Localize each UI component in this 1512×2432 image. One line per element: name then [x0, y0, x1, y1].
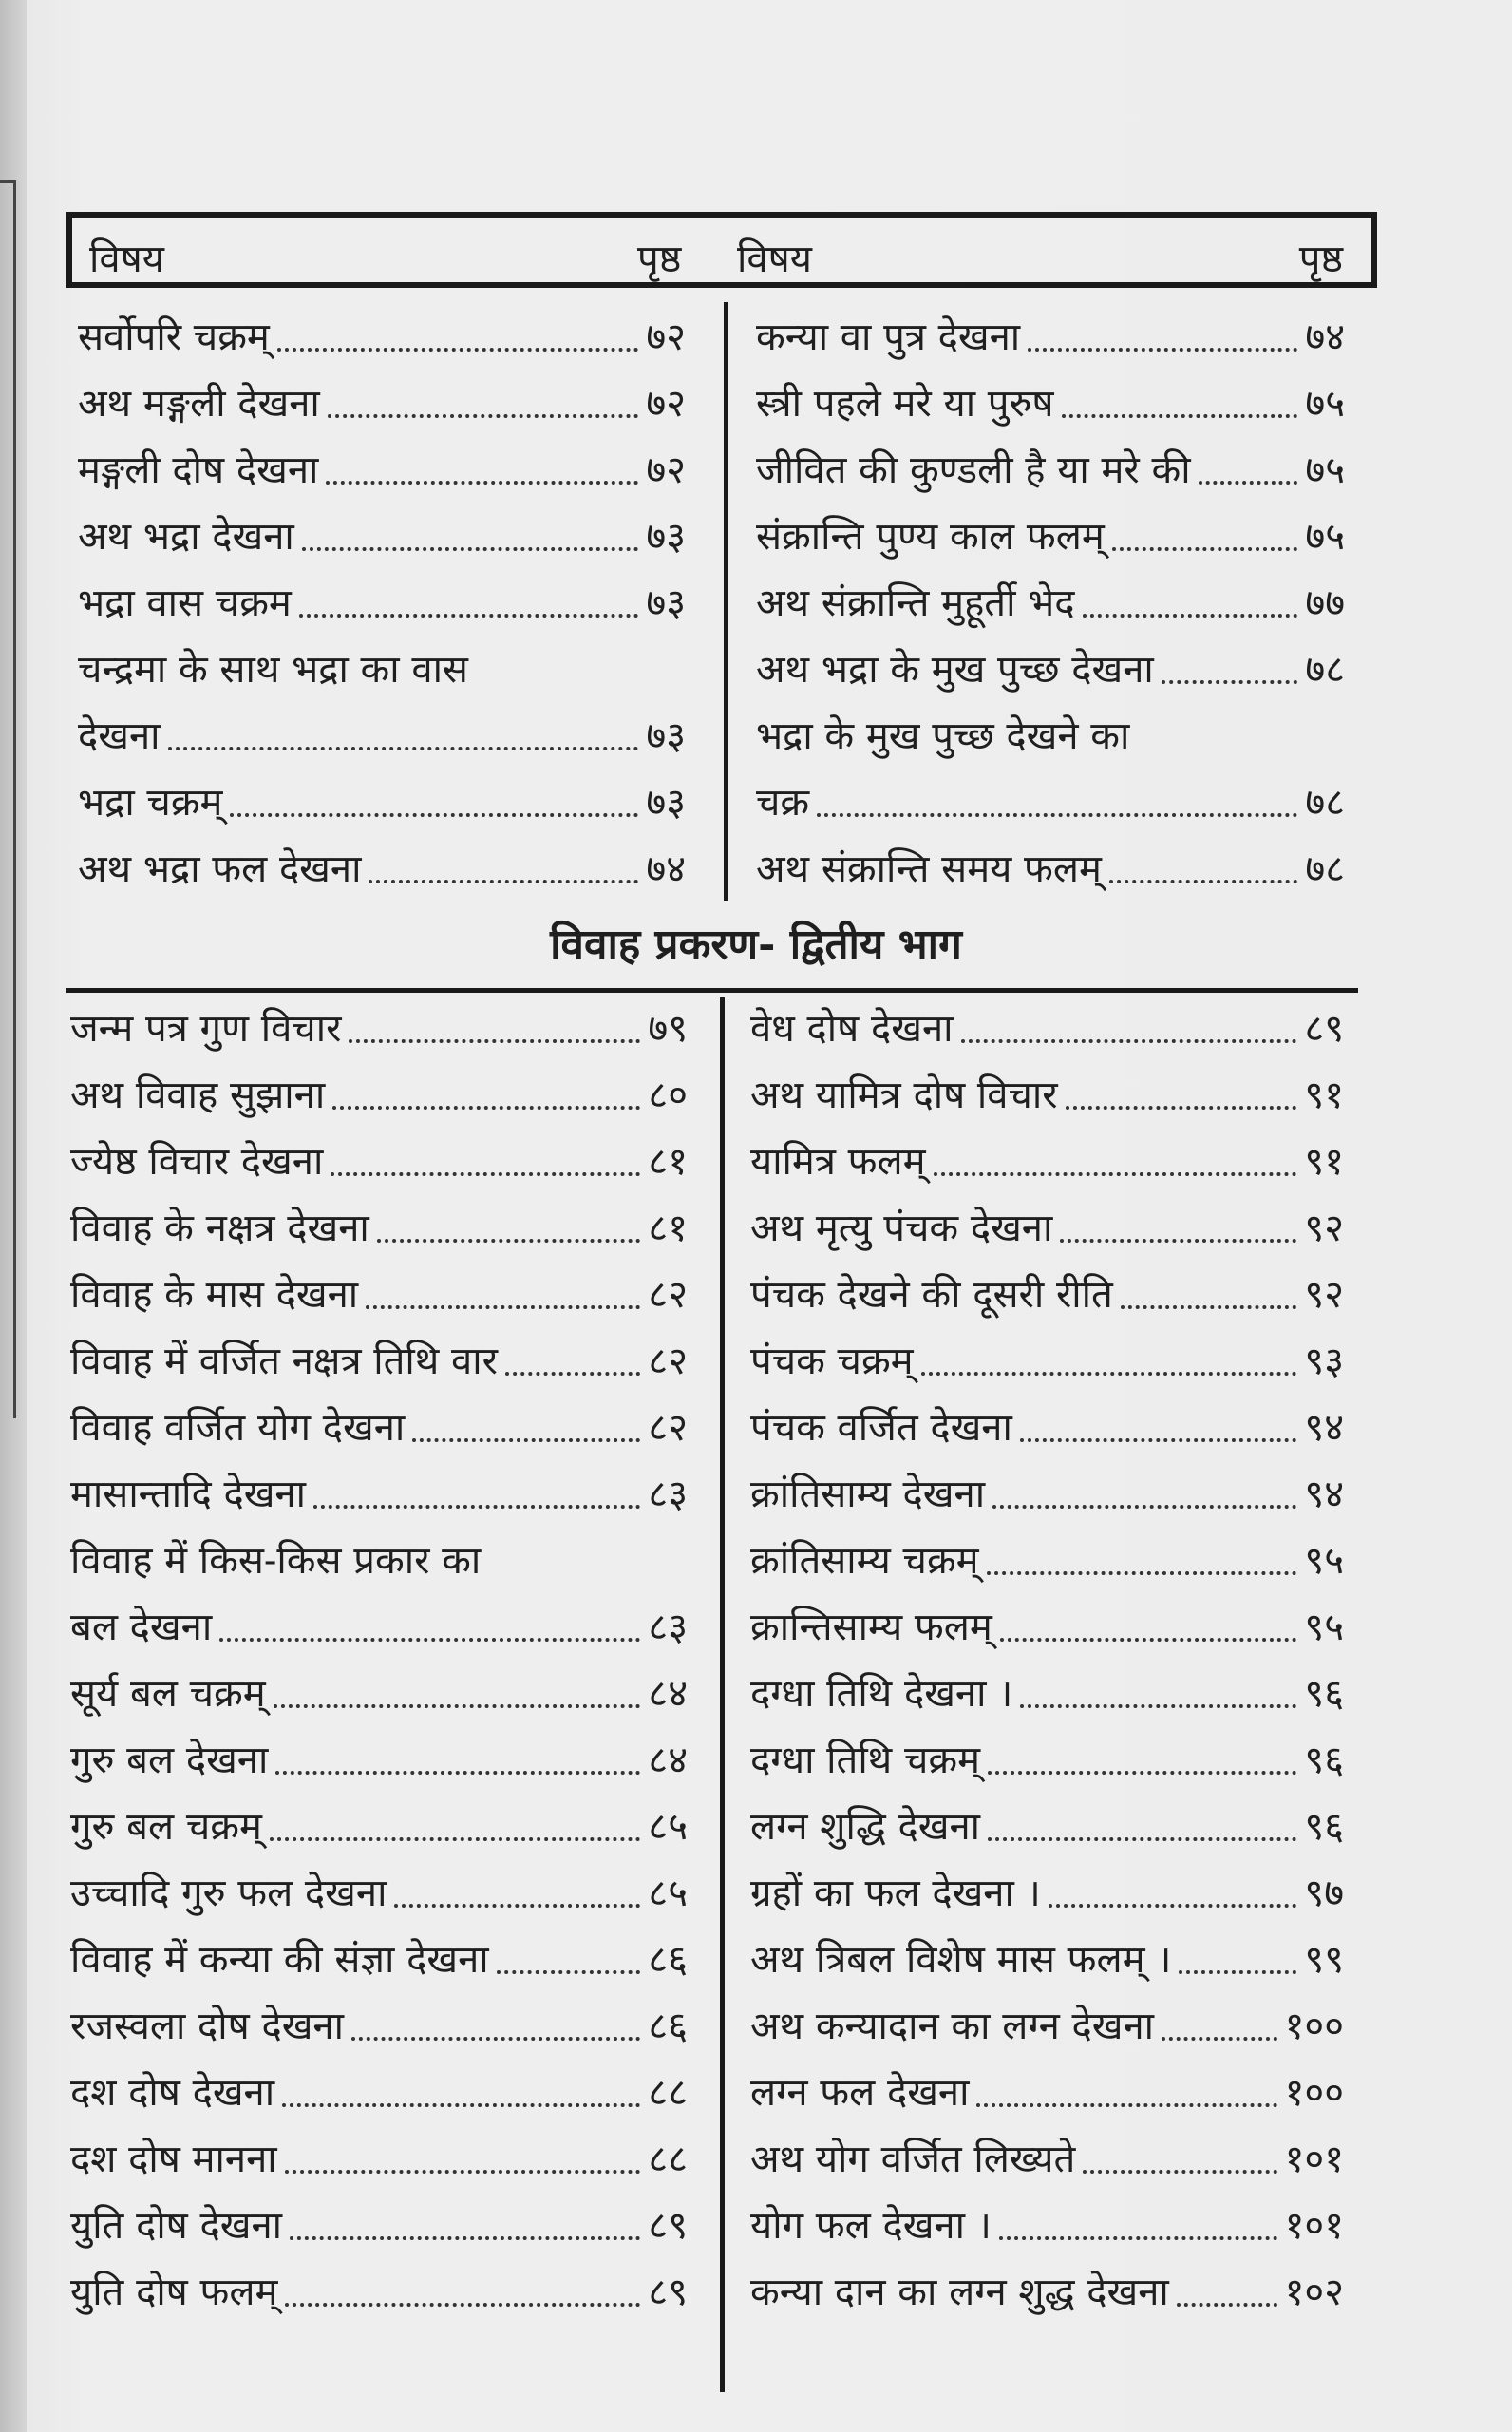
toc-entry [78, 770, 686, 836]
toc-entry-page: ९४ [1304, 1406, 1344, 1450]
toc-leader-dots [326, 481, 638, 484]
toc-entry-page: ८२ [648, 1273, 688, 1317]
toc-entry [70, 2193, 688, 2259]
toc-leader-dots [1083, 2170, 1276, 2174]
toc-entry-page: ८१ [648, 1140, 688, 1184]
toc-entry [70, 1594, 688, 1661]
toc-entry-page: ७५ [1305, 448, 1345, 492]
toc-entry [750, 1860, 1344, 1927]
toc-leader-dots [168, 747, 639, 750]
toc-entry [78, 836, 686, 902]
toc-entry-page: ७९ [648, 1007, 688, 1051]
toc-entry-title: यामित्र फलम् [750, 1140, 926, 1184]
toc-entry [70, 2060, 688, 2126]
toc-entry-title: अथ कन्यादान का लग्न देखना [750, 2004, 1155, 2048]
toc-entry-page: ८८ [648, 2071, 688, 2115]
toc-entry-page: ८४ [648, 1672, 688, 1716]
toc-entry [750, 1927, 1344, 1993]
toc-entry-title: सर्वोपरि चक्रम् [78, 315, 270, 359]
toc-entry-title: भद्रा वास चक्रम [78, 581, 292, 625]
toc-entry-title: पंचक वर्जित देखना [750, 1406, 1012, 1450]
toc-entry [750, 2126, 1344, 2193]
toc-entry-title: क्रांतिसाम्य देखना [750, 1472, 986, 1516]
column-divider-top [724, 302, 728, 901]
toc-entry-title: दश दोष मानना [70, 2138, 277, 2181]
toc-leader-dots [1162, 680, 1298, 684]
toc-entry-page: ९७ [1304, 1872, 1344, 1915]
toc-entry-title: मासान्तादि देखना [70, 1472, 306, 1516]
toc-entry-page: ८१ [648, 1206, 688, 1250]
toc-entry-page: ९६ [1304, 1738, 1344, 1782]
toc-entry [70, 1727, 688, 1794]
toc-entry [78, 636, 686, 703]
toc-entry-title: लग्न शुद्धि देखना [750, 1805, 981, 1849]
toc-leader-dots [1179, 1970, 1296, 1974]
toc-entry [756, 304, 1345, 370]
toc-leader-dots [987, 1571, 1297, 1575]
toc-entry-title: दग्धा तिथि देखना । [750, 1672, 1013, 1716]
toc-entry-title: गुरु बल चक्रम् [70, 1805, 262, 1849]
table-header [66, 212, 1377, 288]
toc-entry-title: अथ यामित्र दोष विचार [750, 1074, 1058, 1117]
column-divider-bottom [720, 998, 725, 2392]
toc-leader-dots [369, 880, 638, 884]
toc-entry [78, 304, 686, 370]
toc-leader-dots [505, 1372, 640, 1376]
toc-entry-title: मङ्गली दोष देखना [78, 448, 319, 492]
toc-entry-title: ग्रहों का फल देखना । [750, 1872, 1041, 1915]
toc-entry-title: पंचक चक्रम् [750, 1340, 914, 1383]
toc-leader-dots [394, 1904, 640, 1908]
toc-leader-dots [961, 1039, 1297, 1043]
section-title: विवाह प्रकरण- द्वितीय भाग [550, 921, 962, 969]
toc-entry-page: १०२ [1284, 2270, 1344, 2314]
toc-entry [750, 1262, 1344, 1328]
toc-entry [756, 703, 1345, 770]
toc-entry-title: जन्म पत्र गुण विचार [70, 1007, 342, 1051]
toc-leader-dots [1199, 481, 1298, 484]
toc-entry-page: ९१ [1304, 1074, 1344, 1117]
toc-entry-title: रजस्वला दोष देखना [70, 2004, 344, 2048]
toc-entry [756, 570, 1345, 636]
toc-entry [78, 370, 686, 437]
toc-entry-title: चन्द्रमा के साथ भद्रा का वास [78, 648, 468, 692]
toc-entry-page: ८३ [648, 1606, 688, 1649]
toc-leader-dots [934, 1172, 1297, 1176]
toc-entry-title: अथ संक्रान्ति समय फलम् [756, 847, 1102, 891]
toc-leader-dots [817, 813, 1297, 817]
toc-entry-page: ९२ [1304, 1273, 1344, 1317]
toc-leader-dots [1109, 880, 1297, 884]
toc-leader-dots [331, 1172, 640, 1176]
toc-entry [750, 1594, 1344, 1661]
toc-entry-title: क्रान्तिसाम्य फलम् [750, 1606, 992, 1649]
toc-leader-dots [277, 348, 639, 352]
toc-entry-title: संक्रान्ति पुण्य काल फलम् [756, 515, 1105, 559]
toc-leader-dots [976, 2103, 1276, 2107]
toc-entry-title: गुरु बल देखना [70, 1738, 269, 1782]
toc-entry-title: युति दोष फलम् [70, 2270, 278, 2314]
toc-entry-page: ७४ [646, 847, 686, 891]
toc-entry [750, 1727, 1344, 1794]
toc-entry [70, 1328, 688, 1395]
toc-leader-dots [299, 614, 639, 618]
toc-entry-page: १०१ [1284, 2138, 1344, 2181]
toc-entry [750, 1461, 1344, 1528]
toc-entry-title: युति दोष देखना [70, 2204, 283, 2248]
toc-leader-dots [285, 2170, 641, 2174]
toc-column-top-left [78, 304, 686, 902]
toc-entry [750, 2060, 1344, 2126]
toc-entry [750, 996, 1344, 1062]
toc-leader-dots [412, 1438, 640, 1442]
toc-entry-page: ९१ [1304, 1140, 1344, 1184]
toc-entry [70, 2126, 688, 2193]
toc-entry-page: १०० [1284, 2004, 1344, 2048]
toc-entry-title: चक्र [756, 781, 810, 825]
toc-leader-dots [992, 1505, 1296, 1509]
toc-entry [70, 1129, 688, 1195]
toc-entry-page: ७७ [1305, 581, 1345, 625]
toc-entry [78, 570, 686, 636]
toc-entry-page: ८६ [648, 1938, 688, 1982]
toc-leader-dots [230, 813, 638, 817]
toc-column-top-right [756, 304, 1345, 902]
toc-entry-page: ७५ [1305, 515, 1345, 559]
toc-entry [70, 1262, 688, 1328]
toc-leader-dots [1112, 547, 1298, 551]
toc-entry-title: भद्रा चक्रम् [78, 781, 223, 825]
toc-entry-page: ८५ [648, 1805, 688, 1849]
toc-entry [70, 1395, 688, 1461]
toc-entry-page: ८२ [648, 1340, 688, 1383]
toc-entry-title: अथ भद्रा फल देखना [78, 847, 362, 891]
toc-entry-title: ज्येष्ठ विचार देखना [70, 1140, 324, 1184]
toc-column-bottom-right [750, 996, 1344, 2326]
toc-entry-page: ७८ [1305, 648, 1345, 692]
toc-leader-dots [497, 1970, 641, 1974]
toc-leader-dots [219, 1638, 640, 1642]
toc-entry-title: अथ त्रिबल विशेष मास फलम् । [750, 1938, 1172, 1982]
section-rule [66, 988, 1358, 993]
toc-leader-dots [282, 2103, 640, 2107]
toc-leader-dots [1066, 1106, 1297, 1110]
toc-entry [70, 1794, 688, 1860]
toc-entry-page: ७३ [646, 781, 686, 825]
toc-entry-page: ९५ [1304, 1606, 1344, 1649]
toc-entry [750, 1328, 1344, 1395]
toc-leader-dots [270, 1837, 641, 1841]
toc-entry [70, 1062, 688, 1129]
toc-entry [750, 1395, 1344, 1461]
toc-entry-title: दश दोष देखना [70, 2071, 275, 2115]
toc-entry-title: कन्या वा पुत्र देखना [756, 315, 1021, 359]
toc-entry-page: ८५ [648, 1872, 688, 1915]
toc-entry-title: दग्धा तिथि चक्रम् [750, 1738, 980, 1782]
toc-entry-title: भद्रा के मुख पुच्छ देखने का [756, 714, 1130, 758]
toc-entry-page: ७५ [1305, 382, 1345, 426]
header-page-right: पृष्ठ [1298, 238, 1343, 281]
toc-entry-page: ८३ [648, 1472, 688, 1516]
header-subject-right: विषय [737, 238, 812, 281]
toc-entry-page: ८० [648, 1074, 688, 1117]
spine-binding-mark [0, 180, 16, 1418]
toc-leader-dots [999, 2236, 1277, 2240]
toc-entry-page: ८९ [648, 2204, 688, 2248]
toc-entry-page: ८६ [648, 2004, 688, 2048]
toc-entry-page: ७२ [646, 382, 686, 426]
toc-entry-title: वेध दोष देखना [750, 1007, 954, 1051]
header-subject-left: विषय [89, 238, 164, 281]
toc-column-bottom-left [70, 996, 688, 2326]
toc-leader-dots [1020, 1438, 1297, 1442]
toc-leader-dots [302, 547, 639, 551]
toc-entry-page: १०१ [1284, 2204, 1344, 2248]
toc-leader-dots [1083, 614, 1298, 618]
toc-entry [750, 2193, 1344, 2259]
toc-leader-dots [351, 2037, 640, 2041]
toc-entry [78, 703, 686, 770]
toc-leader-dots [921, 1372, 1297, 1376]
toc-entry-title: देखना [78, 714, 161, 758]
toc-leader-dots [1000, 1638, 1297, 1642]
toc-entry-page: १०० [1284, 2071, 1344, 2115]
toc-entry-page: ९६ [1304, 1672, 1344, 1716]
toc-entry-page: ८९ [648, 2270, 688, 2314]
toc-entry-page: ९४ [1304, 1472, 1344, 1516]
toc-entry-page: ८८ [648, 2138, 688, 2181]
toc-leader-dots [313, 1505, 640, 1509]
toc-entry [750, 1661, 1344, 1727]
toc-leader-dots [1049, 1904, 1297, 1908]
toc-entry [756, 437, 1345, 504]
toc-leader-dots [377, 1239, 641, 1243]
toc-entry [70, 1860, 688, 1927]
toc-leader-dots [1060, 1239, 1296, 1243]
toc-entry-title: अथ मृत्यु पंचक देखना [750, 1206, 1053, 1250]
toc-leader-dots [328, 414, 639, 418]
toc-entry-page: ७२ [646, 448, 686, 492]
toc-entry-title: अथ मङ्गली देखना [78, 382, 320, 426]
toc-entry-page: ८४ [648, 1738, 688, 1782]
toc-entry [70, 1661, 688, 1727]
toc-entry-title: बल देखना [70, 1606, 213, 1649]
toc-entry-title: अथ भद्रा के मुख पुच्छ देखना [756, 648, 1154, 692]
toc-entry-page: ९६ [1304, 1805, 1344, 1849]
toc-entry [750, 1528, 1344, 1594]
toc-entry-page: ८२ [648, 1406, 688, 1450]
header-page-left: पृष्ठ [637, 238, 682, 281]
toc-entry-title: अथ विवाह सुझाना [70, 1074, 326, 1117]
toc-entry-page: ९२ [1304, 1206, 1344, 1250]
toc-entry [70, 1927, 688, 1993]
toc-entry-title: योग फल देखना । [750, 2204, 992, 2248]
toc-leader-dots [285, 2303, 640, 2307]
toc-entry [756, 770, 1345, 836]
toc-entry [70, 1195, 688, 1262]
toc-entry [756, 504, 1345, 570]
toc-leader-dots [290, 2236, 640, 2240]
toc-entry-title: उच्चादि गुरु फल देखना [70, 1872, 387, 1915]
toc-entry-title: अथ योग वर्जित लिख्यते [750, 2138, 1076, 2181]
toc-leader-dots [988, 1771, 1296, 1775]
toc-leader-dots [366, 1305, 640, 1309]
toc-leader-dots [1062, 414, 1298, 418]
toc-entry [750, 1129, 1344, 1195]
toc-leader-dots [1177, 2303, 1277, 2307]
toc-entry-title: लग्न फल देखना [750, 2071, 970, 2115]
toc-leader-dots [332, 1106, 640, 1110]
toc-entry-page: ७३ [646, 515, 686, 559]
toc-entry-page: ७३ [646, 714, 686, 758]
toc-entry [70, 2259, 688, 2326]
toc-entry-title: अथ भद्रा देखना [78, 515, 294, 559]
toc-entry-title: जीवित की कुण्डली है या मरे की [756, 448, 1191, 492]
toc-entry-title: पंचक देखने की दूसरी रीति [750, 1273, 1113, 1317]
toc-entry-title: विवाह में कन्या की संज्ञा देखना [70, 1938, 489, 1982]
toc-entry-page: ९३ [1304, 1340, 1344, 1383]
toc-entry [756, 836, 1345, 902]
toc-entry-title: कन्या दान का लग्न शुद्ध देखना [750, 2270, 1169, 2314]
toc-leader-dots [275, 1771, 640, 1775]
toc-entry [70, 1993, 688, 2060]
toc-entry-page: ७८ [1305, 781, 1345, 825]
toc-entry [78, 504, 686, 570]
toc-entry-title: विवाह में वर्जित नक्षत्र तिथि वार [70, 1340, 499, 1383]
toc-entry-page: ८९ [1304, 1007, 1344, 1051]
toc-entry-title: स्त्री पहले मरे या पुरुष [756, 382, 1054, 426]
toc-entry [750, 1993, 1344, 2060]
toc-leader-dots [1121, 1305, 1297, 1309]
toc-entry-title: विवाह के मास देखना [70, 1273, 359, 1317]
toc-entry [70, 996, 688, 1062]
toc-entry [78, 437, 686, 504]
toc-leader-dots [1028, 348, 1297, 352]
toc-leader-dots [349, 1039, 640, 1043]
toc-entry-page: ९९ [1304, 1938, 1344, 1982]
toc-entry [756, 636, 1345, 703]
toc-leader-dots [1020, 1704, 1296, 1708]
toc-entry [750, 1062, 1344, 1129]
toc-entry [750, 1195, 1344, 1262]
toc-entry-page: ७२ [646, 315, 686, 359]
toc-entry [750, 1794, 1344, 1860]
toc-entry [756, 370, 1345, 437]
toc-entry [70, 1528, 688, 1594]
toc-entry [750, 2259, 1344, 2326]
toc-entry-title: अथ संक्रान्ति मुहूर्ती भेद [756, 581, 1075, 625]
toc-entry-title: विवाह वर्जित योग देखना [70, 1406, 406, 1450]
toc-leader-dots [988, 1837, 1296, 1841]
toc-entry-page: ७३ [646, 581, 686, 625]
toc-entry-title: क्रांतिसाम्य चक्रम् [750, 1539, 979, 1583]
toc-entry-page: ७८ [1305, 847, 1345, 891]
toc-entry-title: विवाह में किस-किस प्रकार का [70, 1539, 482, 1583]
toc-leader-dots [1162, 2037, 1277, 2041]
toc-leader-dots [274, 1704, 641, 1708]
toc-entry-page: ९५ [1304, 1539, 1344, 1583]
toc-entry-title: सूर्य बल चक्रम् [70, 1672, 266, 1716]
toc-entry-page: ७४ [1305, 315, 1345, 359]
toc-entry-title: विवाह के नक्षत्र देखना [70, 1206, 369, 1250]
toc-entry [70, 1461, 688, 1528]
